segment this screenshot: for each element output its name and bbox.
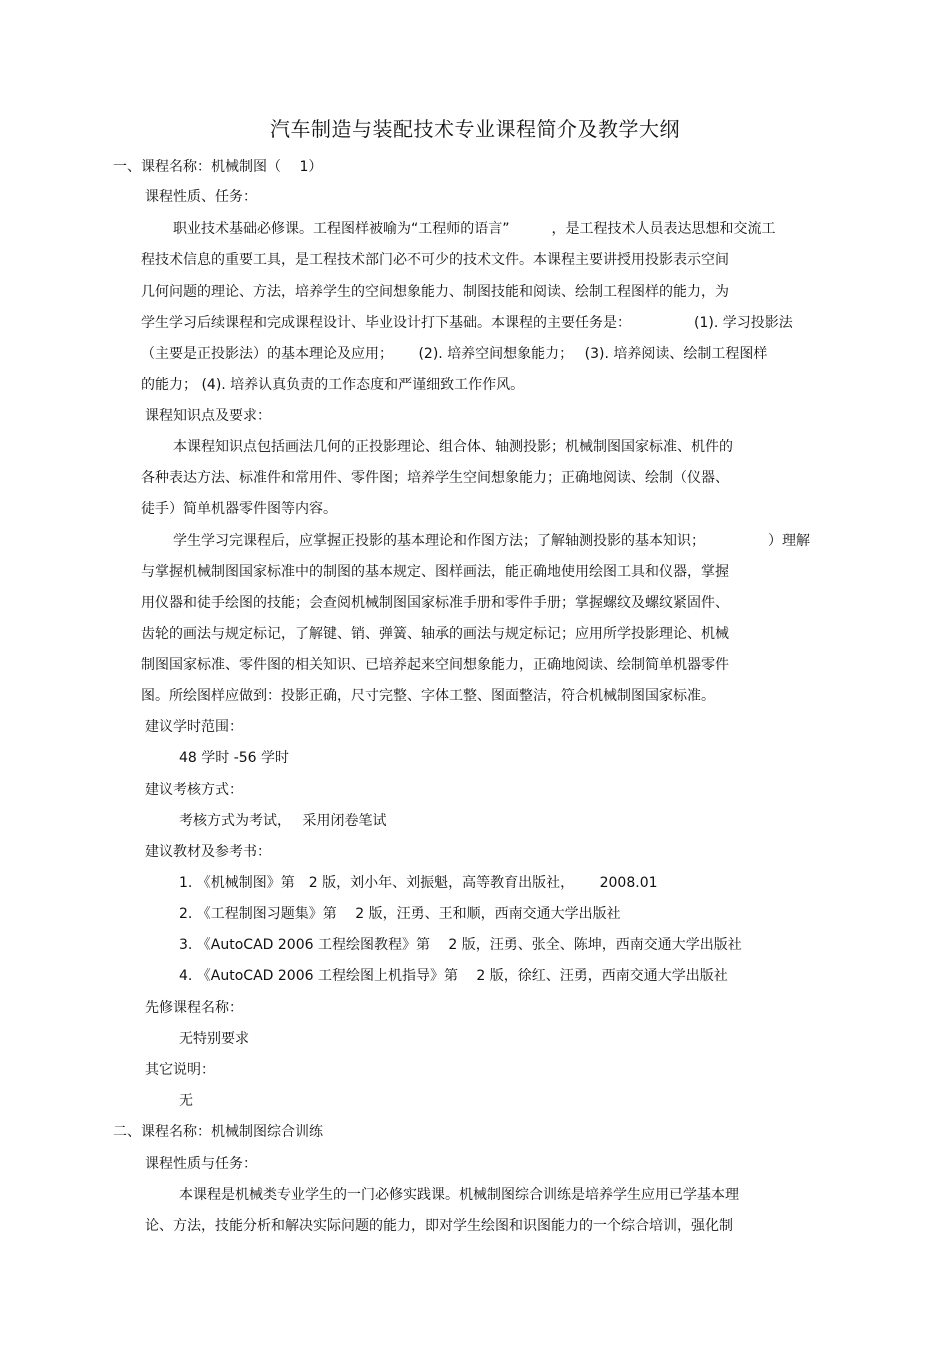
course1-nature-line: 几何问题的理论、方法，培养学生的空间想象能力、制图技能和阅读、绘制工程图样的能力，为 <box>141 284 729 300</box>
course2-nature-label: 课程性质与任务： <box>145 1156 257 1172</box>
course1-hours-value: 48 学时 -56 学时 <box>179 750 290 766</box>
book-item: 3. 《AutoCAD 2006 工程绘图教程》第 2 版，汪勇、张全、陈坤，西南交通大学出版社 <box>179 937 742 953</box>
course1-requirement-line: 图。所绘图样应做到：投影正确，尺寸完整、字体工整、图面整洁，符合机械制图国家标准。 <box>141 688 715 704</box>
course1-nature-line: 学生学习后续课程和完成课程设计、毕业设计打下基础。本课程的主要任务是： (1). 学习投影法 <box>141 315 793 331</box>
course1-prereq-label: 先修课程名称： <box>145 1000 243 1016</box>
course1-heading: 一、课程名称：机械制图（ 1） <box>113 159 323 175</box>
course2-nature-line: 本课程是机械类专业学生的一门必修实践课。机械制图综合训练是培养学生应用已学基本理 <box>179 1187 739 1203</box>
course1-knowledge-label: 课程知识点及要求： <box>145 408 271 424</box>
book-item: 2. 《工程制图习题集》第 2 版，汪勇、王和顺，西南交通大学出版社 <box>179 906 621 922</box>
course1-requirement-line: 用仪器和徒手绘图的技能；会查阅机械制图国家标准手册和零件手册；掌握螺纹及螺纹紧固件、 <box>141 595 729 611</box>
course1-nature-line: （主要是正投影法）的基本理论及应用； (2). 培养空间想象能力； (3). 培养阅读、绘制工程图样 <box>141 346 768 362</box>
course1-knowledge-line: 各种表达方法、标准件和常用件、零件图；培养学生空间想象能力；正确地阅读、绘制（仪器、 <box>141 470 729 486</box>
course1-exam-value: 考核方式为考试， 采用闭卷笔试 <box>179 813 387 829</box>
course2-heading: 二、课程名称：机械制图综合训练 <box>113 1124 323 1140</box>
course1-other-label: 其它说明： <box>145 1062 215 1078</box>
course1-nature-line: 职业技术基础必修课。工程图样被喻为“工程师的语言” ，是工程技术人员表达思想和交流工 <box>173 221 776 237</box>
book-item: 4. 《AutoCAD 2006 工程绘图上机指导》第 2 版，徐红、汪勇，西南交通大学出版社 <box>179 968 728 984</box>
course1-requirement-line: 制图国家标准、零件图的相关知识、已培养起来空间想象能力，正确地阅读、绘制简单机器零件 <box>141 657 729 673</box>
course1-books-label: 建议教材及参考书： <box>145 844 271 860</box>
course1-prereq-value: 无特别要求 <box>179 1031 249 1047</box>
course1-exam-label: 建议考核方式： <box>145 782 243 798</box>
document-title: 汽车制造与装配技术专业课程简介及教学大纲 <box>270 117 680 141</box>
course1-requirement-line: 与掌握机械制图国家标准中的制图的基本规定、图样画法，能正确地使用绘图工具和仪器，掌握 <box>141 564 729 580</box>
book-item: 1. 《机械制图》第 2 版，刘小年、刘振魁，高等教育出版社， 2008.01 <box>179 875 658 891</box>
course1-nature-label: 课程性质、任务： <box>145 189 257 205</box>
course1-requirement-line: 齿轮的画法与规定标记，了解键、销、弹簧、轴承的画法与规定标记；应用所学投影理论、机械 <box>141 626 729 642</box>
course2-nature-line: 论、方法，技能分析和解决实际问题的能力，即对学生绘图和识图能力的一个综合培训，强化制 <box>145 1218 733 1234</box>
course1-knowledge-line: 本课程知识点包括画法几何的正投影理论、组合体、轴测投影；机械制图国家标准、机件的 <box>173 439 733 455</box>
course1-knowledge-line: 徒手）简单机器零件图等内容。 <box>141 501 337 517</box>
course1-nature-line: 程技术信息的重要工具，是工程技术部门必不可少的技术文件。本课程主要讲授用投影表示空间 <box>141 252 729 268</box>
course1-requirement-line: 学生学习完课程后，应掌握正投影的基本理论和作图方法；了解轴测投影的基本知识； ）理解 <box>173 533 810 549</box>
course1-nature-line: 的能力； (4). 培养认真负责的工作态度和严谨细致工作作风。 <box>141 377 525 393</box>
course1-other-value: 无 <box>179 1093 193 1109</box>
course1-hours-label: 建议学时范围： <box>145 719 243 735</box>
